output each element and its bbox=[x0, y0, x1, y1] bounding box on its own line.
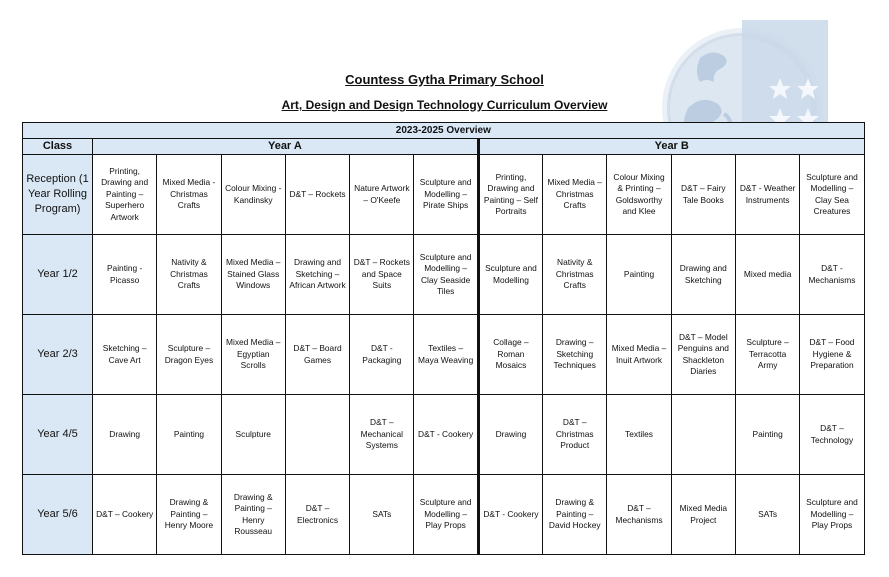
year-a-activity-cell: D&T – Rockets bbox=[285, 155, 349, 235]
table-row bbox=[23, 395, 865, 475]
year-b-activity-cell: Mixed media bbox=[735, 235, 799, 315]
year-a-activity-cell: Textiles – Maya Weaving bbox=[414, 315, 478, 395]
year-a-activity-cell: Mixed Media - Christmas Crafts bbox=[157, 155, 221, 235]
year-a-activity-cell: Drawing bbox=[93, 395, 157, 475]
column-header-row bbox=[23, 139, 865, 155]
year-a-activity-cell: Drawing and Sketching – African Artwork bbox=[285, 235, 349, 315]
year-b-activity-cell: SATs bbox=[735, 475, 799, 555]
year-b-activity-cell: D&T – Model Penguins and Shackleton Diaries bbox=[671, 315, 735, 395]
year-b-header: Year B bbox=[478, 139, 864, 155]
year-b-activity-cell: Mixed Media Project bbox=[671, 475, 735, 555]
year-a-activity-cell: Sculpture and Modelling – Clay Seaside Tiles bbox=[414, 235, 478, 315]
year-b-activity-cell: Sculpture and Modelling – Clay Sea Creatures bbox=[800, 155, 864, 235]
year-a-activity-cell: Painting bbox=[157, 395, 221, 475]
year-b-activity-cell: Painting bbox=[735, 395, 799, 475]
year-b-activity-cell: D&T – Mechanisms bbox=[607, 475, 671, 555]
year-b-activity-cell: Drawing – Sketching Techniques bbox=[543, 315, 607, 395]
year-b-activity-cell: Drawing bbox=[478, 395, 542, 475]
year-b-activity-cell: Painting bbox=[607, 235, 671, 315]
year-a-activity-cell: D&T – Cookery bbox=[93, 475, 157, 555]
year-b-activity-cell: Drawing and Sketching bbox=[671, 235, 735, 315]
year-b-activity-cell: Colour Mixing & Printing – Goldsworthy and Klee bbox=[607, 155, 671, 235]
year-b-activity-cell: D&T – Fairy Tale Books bbox=[671, 155, 735, 235]
document-subtitle: Art, Design and Design Technology Curriculum Overview bbox=[281, 98, 608, 112]
overview-header-row bbox=[23, 123, 865, 139]
year-a-activity-cell: Mixed Media – Egyptian Scrolls bbox=[221, 315, 285, 395]
table-row bbox=[23, 475, 865, 555]
year-a-activity-cell: Nativity & Christmas Crafts bbox=[157, 235, 221, 315]
curriculum-table bbox=[22, 122, 865, 555]
year-a-activity-cell: Colour Mixing - Kandinsky bbox=[221, 155, 285, 235]
year-a-activity-cell: Mixed Media – Stained Glass Windows bbox=[221, 235, 285, 315]
class-label: Year 2/3 bbox=[23, 315, 93, 395]
year-b-activity-cell: Printing, Drawing and Painting – Self Portraits bbox=[478, 155, 542, 235]
school-name-title: Countess Gytha Primary School bbox=[345, 72, 544, 87]
year-b-activity-cell: D&T – Food Hygiene & Preparation bbox=[800, 315, 864, 395]
year-a-activity-cell: Sculpture and Modelling – Play Props bbox=[414, 475, 478, 555]
year-a-activity-cell: Nature Artwork – O'Keefe bbox=[350, 155, 414, 235]
class-label: Reception (1 Year Rolling Program) bbox=[23, 155, 93, 235]
year-b-activity-cell: Sculpture and Modelling – Play Props bbox=[800, 475, 864, 555]
table-row bbox=[23, 155, 865, 235]
year-b-activity-cell: D&T - Cookery bbox=[478, 475, 542, 555]
overview-label: 2023-2025 Overview bbox=[23, 123, 865, 139]
class-label: Year 1/2 bbox=[23, 235, 93, 315]
year-b-activity-cell: Textiles bbox=[607, 395, 671, 475]
year-a-activity-cell: Painting - Picasso bbox=[93, 235, 157, 315]
year-b-activity-cell bbox=[671, 395, 735, 475]
year-a-activity-cell: D&T – Mechanical Systems bbox=[350, 395, 414, 475]
year-a-activity-cell: D&T – Board Games bbox=[285, 315, 349, 395]
year-a-activity-cell: D&T - Cookery bbox=[414, 395, 478, 475]
year-a-activity-cell: Drawing & Painting – Henry Moore bbox=[157, 475, 221, 555]
year-b-activity-cell: D&T - Weather Instruments bbox=[735, 155, 799, 235]
year-a-activity-cell: SATs bbox=[350, 475, 414, 555]
year-a-activity-cell: Sculpture and Modelling – Pirate Ships bbox=[414, 155, 478, 235]
year-a-activity-cell: Sculpture – Dragon Eyes bbox=[157, 315, 221, 395]
year-b-activity-cell: Drawing & Painting – David Hockey bbox=[543, 475, 607, 555]
year-b-activity-cell: D&T – Christmas Product bbox=[543, 395, 607, 475]
class-column-header: Class bbox=[23, 139, 93, 155]
year-a-activity-cell bbox=[285, 395, 349, 475]
year-a-activity-cell: D&T – Rockets and Space Suits bbox=[350, 235, 414, 315]
year-b-activity-cell: Collage – Roman Mosaics bbox=[478, 315, 542, 395]
table-row bbox=[23, 315, 865, 395]
year-b-activity-cell: D&T – Technology bbox=[800, 395, 864, 475]
year-b-activity-cell: Mixed Media – Inuit Artwork bbox=[607, 315, 671, 395]
table-row bbox=[23, 235, 865, 315]
year-a-activity-cell: Drawing & Painting – Henry Rousseau bbox=[221, 475, 285, 555]
class-label: Year 4/5 bbox=[23, 395, 93, 475]
year-a-activity-cell: Sketching – Cave Art bbox=[93, 315, 157, 395]
class-label: Year 5/6 bbox=[23, 475, 93, 555]
year-b-activity-cell: Sculpture and Modelling bbox=[478, 235, 542, 315]
year-a-activity-cell: Sculpture bbox=[221, 395, 285, 475]
year-b-activity-cell: D&T - Mechanisms bbox=[800, 235, 864, 315]
year-b-activity-cell: Nativity & Christmas Crafts bbox=[543, 235, 607, 315]
year-a-activity-cell: D&T – Electronics bbox=[285, 475, 349, 555]
year-b-activity-cell: Sculpture – Terracotta Army bbox=[735, 315, 799, 395]
year-a-activity-cell: Printing, Drawing and Painting – Superhero Artwork bbox=[93, 155, 157, 235]
year-b-activity-cell: Mixed Media – Christmas Crafts bbox=[543, 155, 607, 235]
year-a-header: Year A bbox=[93, 139, 479, 155]
year-a-activity-cell: D&T - Packaging bbox=[350, 315, 414, 395]
